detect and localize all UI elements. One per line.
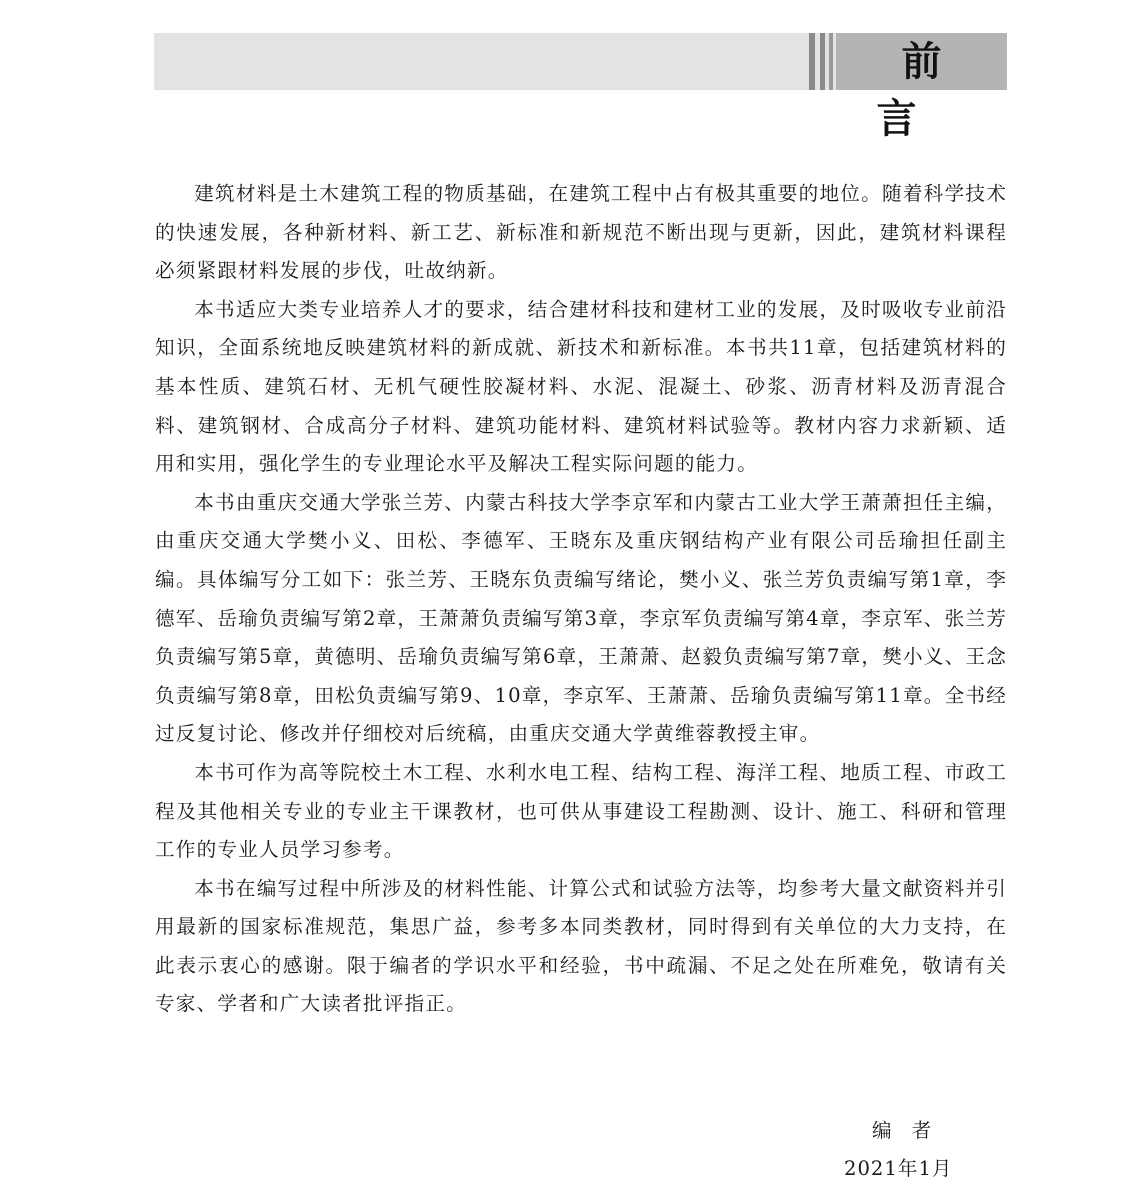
paragraph: 本书由重庆交通大学张兰芳、内蒙古科技大学李京军和内蒙古工业大学王萧萧担任主编，由重庆交通大学樊小义、田松、李德军、王晓东及重庆钢结构产业有限公司岳瑜担任副主编。具体编写分工如下：张兰芳、王晓东负责编写绪论，樊小义、张兰芳负责编写第1章，李德军、岳瑜负责编写第2章，王萧萧负责编写第3章，李京军负责编写第4章，李京军、张兰芳负责编写第5章，黄德明、岳瑜负责编写第6章，王萧萧、赵毅负责编写第7章，樊小义、王念负责编写第8章，田松负责编写第9、10章，李京军、王萧萧、岳瑜负责编写第11章。全书经过反复讨论、修改并仔细校对后统稿，由重庆交通大学黄维蓉教授主审。 [155,490,1007,746]
signature-author: 编者 [872,1119,952,1142]
header-divider-bar [829,33,833,90]
header-divider-bar [820,33,825,90]
preface-body [155,175,1007,1024]
paragraph: 本书可作为高等院校土木工程、水利水电工程、结构工程、海洋工程、地质工程、市政工程及其他相关专业的专业主干课教材，也可供从事建设工程勘测、设计、施工、科研和管理工作的专业人员学习参考。 [155,760,1007,862]
paragraph: 建筑材料是土木建筑工程的物质基础，在建筑工程中占有极其重要的地位。随着科学技术的快速发展，各种新材料、新工艺、新标准和新规范不断出现与更新，因此，建筑材料课程必须紧跟材料发展的步伐，吐故纳新。 [155,182,1007,283]
header-divider-bar [809,33,815,90]
signature-date: 2021年1月 [844,1157,953,1180]
page-title: 前言 [876,38,992,142]
paragraph: 本书适应大类专业培养人才的要求，结合建材科技和建材工业的发展，及时吸收专业前沿知识，全面系统地反映建筑材料的新成就、新技术和新标准。本书共11章，包括建筑材料的基本性质、建筑石材、无机气硬性胶凝材料、水泥、混凝土、砂浆、沥青材料及沥青混合料、建筑钢材、合成高分子材料、建筑功能材料、建筑材料试验等。教材内容力求新颖、适用和实用，强化学生的专业理论水平及解决工程实际问题的能力。 [155,297,1007,476]
signature-block [844,1112,970,1188]
paragraph: 本书在编写过程中所涉及的材料性能、计算公式和试验方法等，均参考大量文献资料并引用最新的国家标准规范，集思广益，参考多本同类教材，同时得到有关单位的大力支持，在此表示衷心的感谢。限于编者的学识水平和经验，书中疏漏、不足之处在所难免，敬请有关专家、学者和广大读者批评指正。 [155,876,1007,1016]
